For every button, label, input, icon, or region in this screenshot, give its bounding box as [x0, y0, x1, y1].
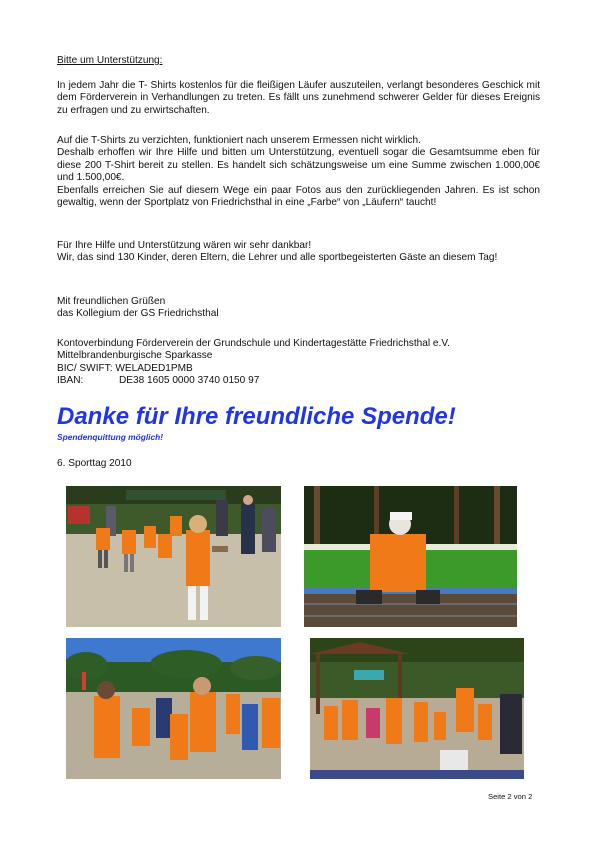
closing-signature: das Kollegium der GS Friedrichsthal [57, 308, 219, 320]
iban-value: DE38 1605 0000 3740 0150 97 [119, 375, 260, 387]
bank-account-holder: Kontoverbindung Förderverein der Grundschule und Kindertagestätte Friedrichsthal e.V. [57, 338, 450, 349]
thanks-line-1: Für Ihre Hilfe und Unterstützung wären wir sehr dankbar! [57, 240, 312, 251]
thanks-title: Danke für Ihre freundliche Spende! [57, 403, 456, 430]
request-line-2: Deshalb erhoffen wir Ihre Hilfe und bitten um Unterstützung, eventuell sogar die Gesamtsumme eben für diese 200 T-Shirt bereit zu stellen. Es handelt sich schätzungsweise um eine Summe zwischen 1.000,00€ und 1.500,00€. [57, 147, 540, 184]
request-line-3: Ebenfalls erreichen Sie auf diesem Wege ein paar Fotos aus den zurückliegenden Jahren. Es ist schon gewaltig, wenn der Sportplatz von Friedrichsthal in eine „Farbe“ von „Läufern“ taucht! [57, 184, 540, 209]
photo-caption: 6. Sporttag 2010 [57, 458, 132, 469]
section-heading: Bitte um Unterstützung: [57, 55, 163, 66]
thanks-line-2: Wir, das sind 130 Kinder, deren Eltern, die Lehrer und alle sportbegeisterten Gäste an diesem Tag! [57, 252, 498, 264]
thanks-subtitle: Spendenquittung möglich! [57, 432, 164, 442]
photo-crowd-sky [66, 638, 281, 779]
iban-label: IBAN: [57, 375, 84, 387]
closing-greeting: Mit freundlichen Grüßen [57, 296, 166, 307]
photo-sporttag-track [66, 486, 281, 627]
paragraph-request [57, 135, 540, 209]
paragraph-tshirts: In jedem Jahr die T- Shirts kostenlos für die fleißigen Läufer auszuteilen, verlangt besonderes Geschick mit dem Förderverein in Verhandlungen zu treten. Es fällt uns zunehmend schwerer Gelder für dieses Ereignis zu erfragen und zu erwirtschaften. [57, 80, 540, 116]
photo-kids-pavilion [310, 638, 524, 779]
bank-iban [57, 375, 540, 387]
bank-name: Mittelbrandenburgische Sparkasse [57, 350, 213, 362]
page-number: Seite 2 von 2 [488, 792, 533, 801]
request-line-1: Auf die T-Shirts zu verzichten, funktioniert nach unserem Ermessen nicht wirklich. [57, 135, 421, 146]
bank-details [57, 338, 540, 388]
bank-bic: BIC/ SWIFT: WELADED1PMB [57, 362, 193, 374]
closing [57, 296, 540, 321]
paragraph-thanks [57, 240, 540, 265]
photo-child-on-fence [304, 486, 517, 627]
